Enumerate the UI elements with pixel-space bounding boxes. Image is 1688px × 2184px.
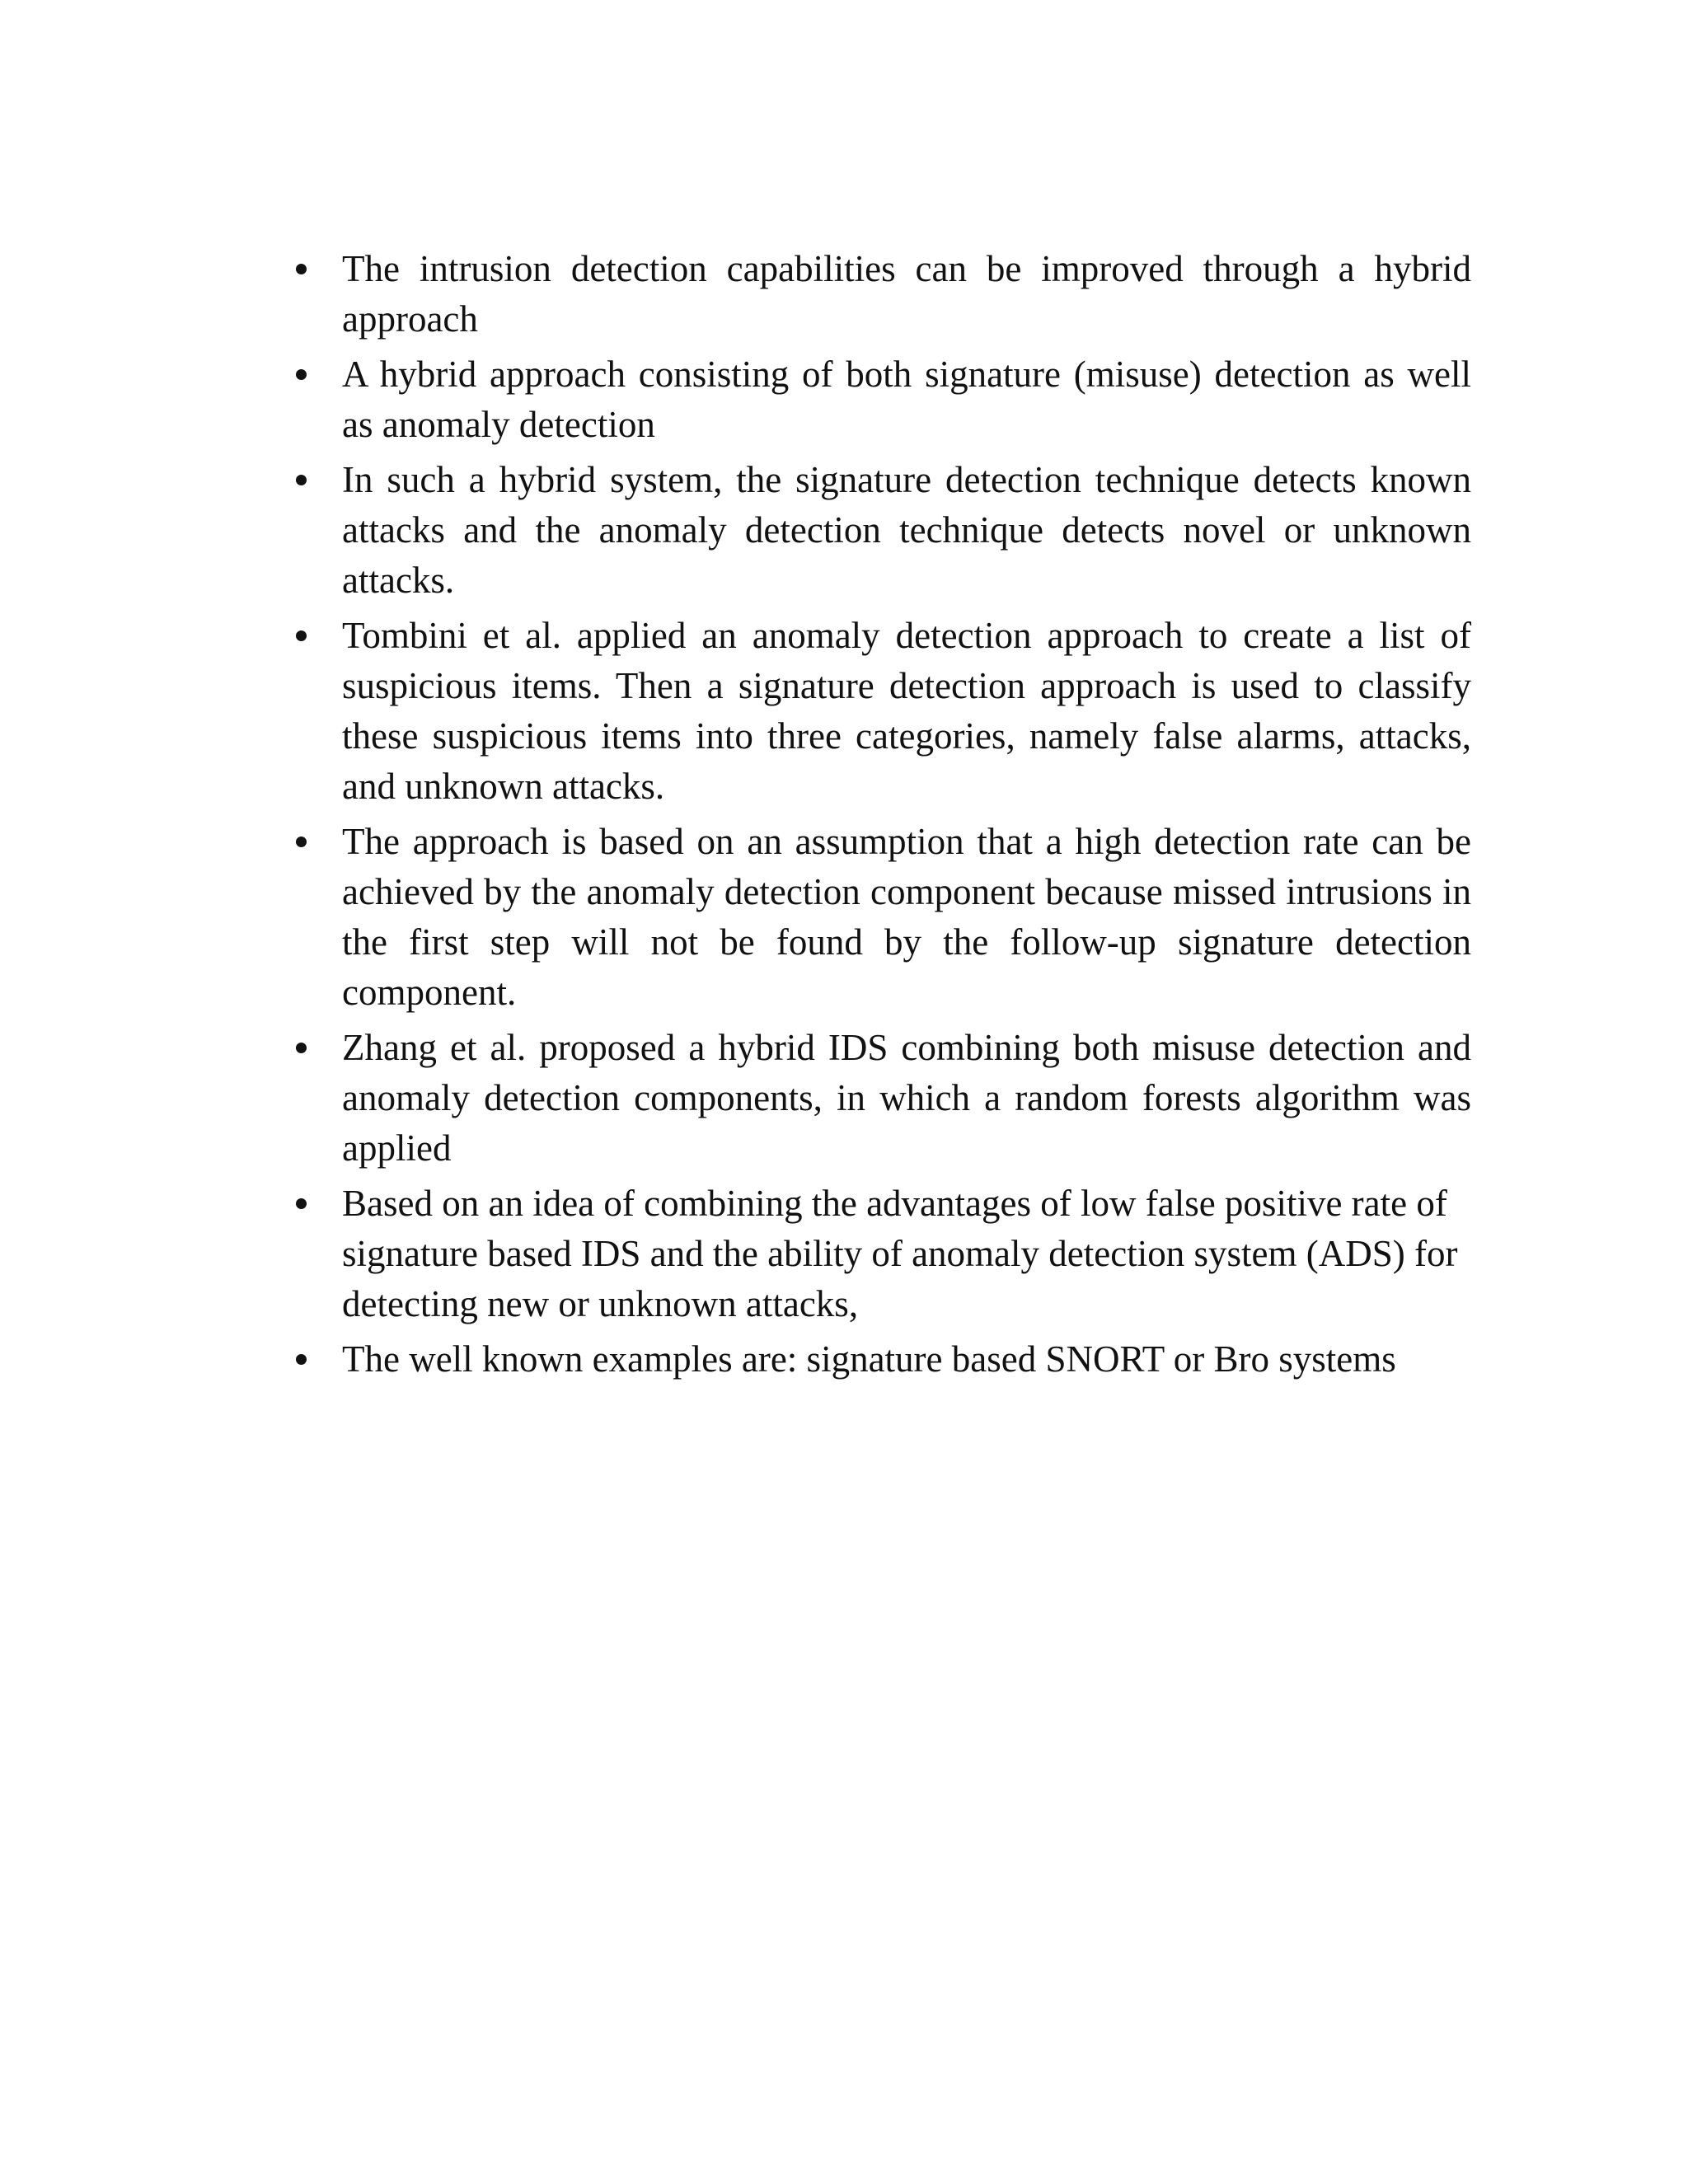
bullet-dot-icon	[296, 475, 307, 485]
list-item-text: Based on an idea of combining the advantages of low false positive rate of signature based IDS and the ability of anomaly detection system (ADS) for detecting new or unknown attacks,	[342, 1183, 1458, 1324]
list-item	[293, 1023, 1471, 1174]
list-item-text: A hybrid approach consisting of both signature (misuse) detection as well as anomaly detection	[342, 354, 1471, 445]
list-item	[293, 1179, 1471, 1329]
bullet-dot-icon	[296, 1043, 307, 1053]
list-item	[293, 455, 1471, 606]
bullet-dot-icon	[296, 264, 307, 274]
list-item-text: The well known examples are: signature based SNORT or Bro systems	[342, 1338, 1396, 1380]
list-item	[293, 611, 1471, 812]
bullet-dot-icon	[296, 369, 307, 380]
list-item-text: The intrusion detection capabilities can be improved through a hybrid approach	[342, 248, 1471, 340]
bullet-dot-icon	[296, 1354, 307, 1365]
bullet-dot-icon	[296, 837, 307, 847]
list-item-text: The approach is based on an assumption that a high detection rate can be achieved by the anomaly detection component because missed intrusions in the first step will not be found by the follow-up signature detection component.	[342, 821, 1471, 1013]
bullet-dot-icon	[296, 1198, 307, 1209]
list-item-text: Tombini et al. applied an anomaly detection approach to create a list of suspicious items. Then a signature detection approach is used to classify these suspicious items into three categories, namely false alarms, attacks, and unknown attacks.	[342, 615, 1471, 807]
bullet-dot-icon	[296, 630, 307, 641]
list-item	[293, 244, 1471, 344]
list-item-text: Zhang et al. proposed a hybrid IDS combining both misuse detection and anomaly detection components, in which a random forests algorithm was applied	[342, 1027, 1471, 1169]
list-item	[293, 1334, 1471, 1385]
list-item	[293, 817, 1471, 1018]
list-item-text: In such a hybrid system, the signature detection technique detects known attacks and the anomaly detection technique detects novel or unknown attacks.	[342, 459, 1471, 601]
list-item	[293, 349, 1471, 450]
bullet-list	[293, 244, 1471, 1390]
